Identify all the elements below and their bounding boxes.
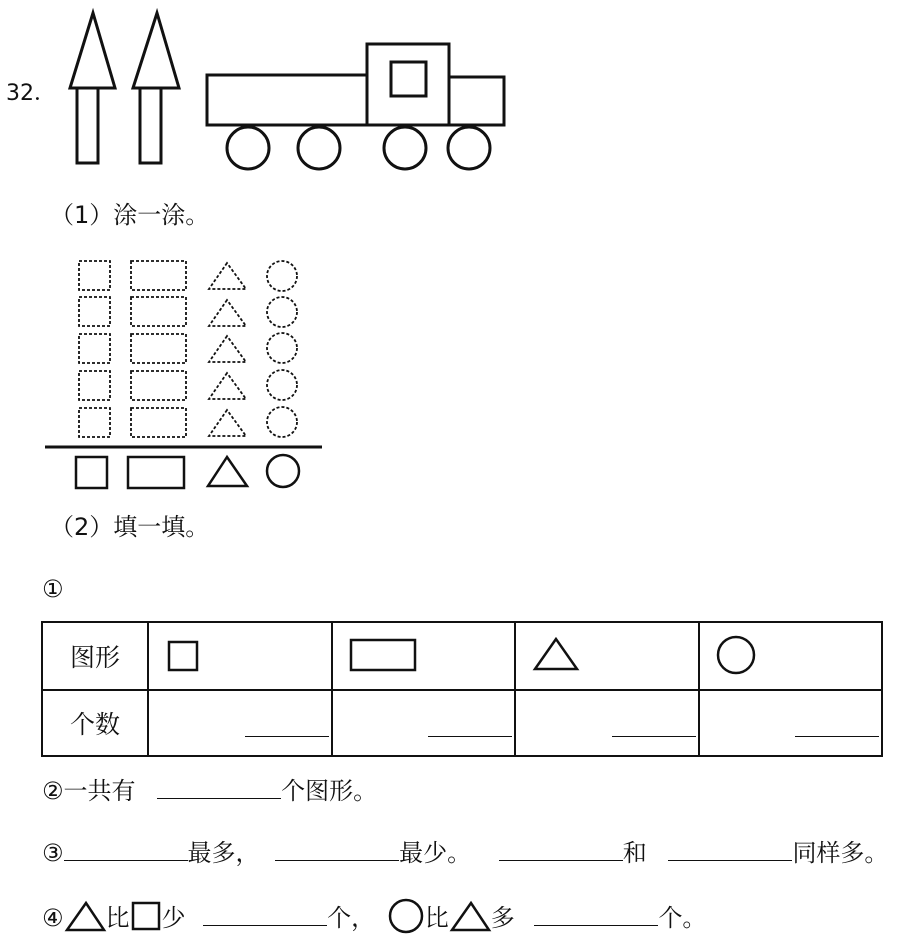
triangle-icon (449, 900, 491, 932)
subq3-text-and: 和 (622, 839, 647, 867)
truck (207, 44, 504, 169)
subq3-line (42, 836, 888, 868)
same-blank-1[interactable] (499, 836, 623, 861)
legend-shapes (76, 455, 299, 488)
subq2-line (42, 774, 377, 806)
least-blank[interactable] (275, 836, 399, 861)
truck-wheel (227, 127, 269, 169)
subq4-text-duo: 多 (490, 904, 515, 932)
square-icon (76, 457, 107, 488)
shape-cell-triangle (515, 622, 699, 690)
most-blank[interactable] (64, 836, 188, 861)
subq4-text-bi2: 比 (424, 904, 449, 932)
same-blank-2[interactable] (668, 836, 792, 861)
truck-front (449, 77, 504, 125)
truck-cab (367, 44, 449, 125)
count-cell-triangle[interactable] (515, 690, 699, 756)
tree-2 (133, 13, 179, 163)
triangle-icon (535, 639, 577, 669)
subq4-text-bi1: 比 (105, 904, 130, 932)
shape-count-table (41, 621, 883, 757)
subq1-marker: ① (42, 575, 64, 603)
subq3-text-most: 最多， (187, 839, 260, 867)
part1-label: （1）涂一涂。 (50, 201, 210, 229)
subq3-text-same: 同样多。 (792, 839, 889, 867)
shape-cell-circle (699, 622, 883, 690)
shape-cell-rectangle (332, 622, 516, 690)
header-cell-shape: 图形 (42, 622, 148, 690)
subq4-text-shao: 少 (161, 904, 186, 932)
triangle-icon (64, 900, 106, 932)
tree-1-triangle (70, 13, 115, 88)
subq4-marker: ④ (42, 904, 64, 932)
circle-icon (718, 637, 754, 673)
rectangle-icon (128, 457, 184, 488)
shape-row (42, 622, 882, 690)
circle-icon (387, 898, 425, 934)
question-number: 32． (6, 81, 56, 106)
subq4-line (42, 898, 706, 934)
fewer-blank[interactable] (203, 901, 327, 926)
count-cell-circle[interactable] (699, 690, 883, 756)
subq3-marker: ③ (42, 839, 64, 867)
shape-cell-square (148, 622, 332, 690)
count-row (42, 690, 882, 756)
truck-wheel (384, 127, 426, 169)
truck-wheel (298, 127, 340, 169)
coloring-chart (40, 250, 330, 500)
tree-1 (70, 13, 115, 163)
truck-wheel (448, 127, 490, 169)
dashed-shapes[interactable] (79, 261, 297, 437)
tree-2-trunk (140, 88, 161, 163)
count-cell-square[interactable] (148, 690, 332, 756)
more-blank[interactable] (534, 901, 658, 926)
total-count-blank[interactable] (157, 774, 281, 799)
subq2-text-before: 一共有 (63, 777, 136, 805)
tree-2-triangle (133, 13, 179, 88)
square-icon (130, 900, 162, 932)
part2-label: （2）填一填。 (50, 513, 210, 541)
subq2-text-after: 个图形。 (281, 777, 378, 805)
rectangle-icon (351, 640, 415, 670)
header-cell-count: 个数 (42, 690, 148, 756)
shapes-picture (60, 5, 520, 175)
subq4-text-ge1: 个， (327, 904, 376, 932)
truck-window (391, 62, 426, 96)
subq3-text-least: 最少。 (399, 839, 472, 867)
truck-body (207, 75, 367, 125)
subq2-marker: ② (42, 777, 64, 805)
square-icon (169, 642, 197, 670)
count-cell-rectangle[interactable] (332, 690, 516, 756)
tree-1-trunk (77, 88, 98, 163)
circle-icon (267, 455, 299, 487)
triangle-icon (208, 457, 247, 486)
subq4-text-ge2: 个。 (658, 904, 707, 932)
